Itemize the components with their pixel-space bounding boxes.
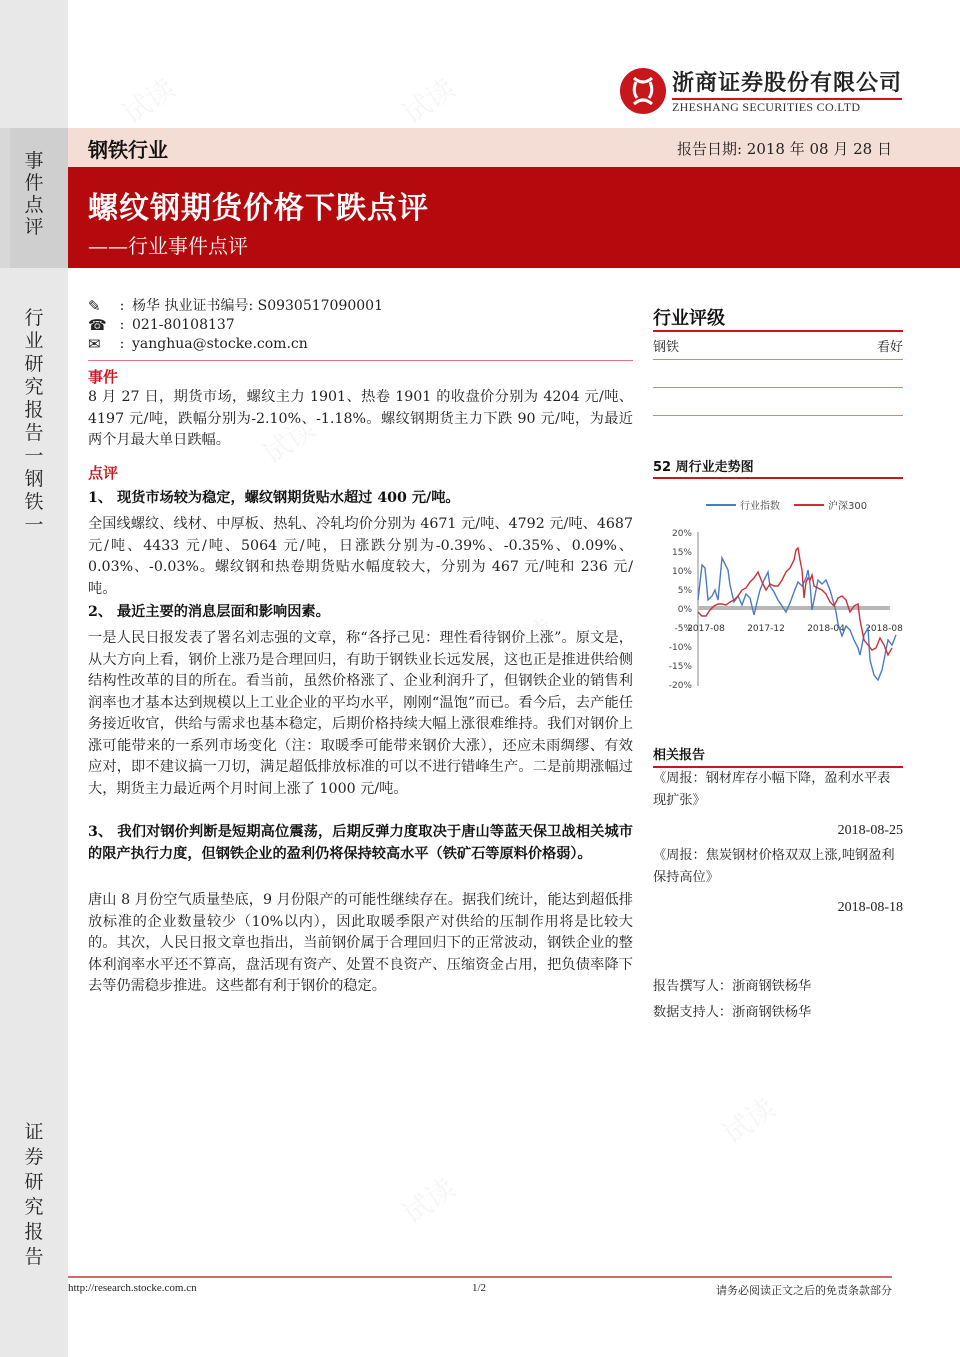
watermark: 试读 <box>116 71 182 131</box>
event-heading: 事件 <box>88 368 119 386</box>
email-address[interactable]: yanghua@stocke.com.cn <box>132 336 308 352</box>
rating-value: 看好 <box>876 340 903 355</box>
pencil-icon: ✎ <box>88 297 101 315</box>
related-report-date: 2018-08-25 <box>837 823 903 838</box>
svg-text:-15%: -15% <box>668 662 692 672</box>
sidebar-category-vertical-text: 行 业 研 究 报 告 一 钢 铁 一 <box>24 307 44 536</box>
legend-swatch-industry <box>706 504 736 506</box>
footer-divider <box>68 1276 892 1278</box>
point1-title: 1、 现货市场较为稳定，螺纹钢期货贴水超过 400 元/吨。 <box>88 490 460 506</box>
rating-rule <box>653 330 903 332</box>
company-name-cn: 浙商证券股份有限公司 <box>672 66 902 100</box>
related-report-title[interactable]: 《周报：焦炭钢材价格双双上涨,吨钢盈利保持高位》 <box>653 848 895 885</box>
industry-label: 钢铁行业 <box>88 138 168 162</box>
svg-text:20%: 20% <box>671 529 692 539</box>
contact-divider <box>88 360 633 361</box>
svg-text:-5%: -5% <box>674 624 692 634</box>
watermark: 试读 <box>396 1171 462 1231</box>
event-paragraph: 8 月 27 日，期货市场，螺纹主力 1901、热卷 1901 的收盘价分别为 4204 元/吨、4197 元/吨，跌幅分别为-2.10%、-1.18%。螺纹钢期货主力下跌 90 元/吨，为最近两个月最大单日跌幅。 <box>88 389 633 448</box>
svg-text:-20%: -20% <box>668 681 692 691</box>
report-title: 螺纹钢期货价格下跌点评 <box>88 191 429 226</box>
svg-text:2017-12: 2017-12 <box>747 624 785 634</box>
comment-heading: 点评 <box>88 464 119 482</box>
company-name-en: ZHESHANG SECURITIES CO.LTD <box>672 100 861 114</box>
chart-legend: 行业指数 沪深300 <box>706 497 867 512</box>
rating-industry: 钢铁 <box>653 340 680 355</box>
sidebar-tag-vertical-text: 事 件 点 评 <box>24 150 44 238</box>
svg-text:15%: 15% <box>671 548 692 558</box>
report-writer: 报告撰写人：浙商钢铁杨华 <box>653 979 812 994</box>
rating-rule-3 <box>653 387 903 388</box>
sidebar-bottom-vertical-text: 证 券 研 究 报 告 <box>24 1121 44 1268</box>
watermark: 试读 <box>176 891 242 951</box>
watermark: 试读 <box>496 611 562 671</box>
chart-heading-rule <box>653 477 903 479</box>
author-row: ✎ : 杨华 执业证书编号: S0930517090001 <box>88 297 384 315</box>
watermark: 试读 <box>256 411 322 471</box>
svg-text:2018-08: 2018-08 <box>865 624 903 634</box>
svg-text:10%: 10% <box>671 567 692 577</box>
watermark: 试读 <box>716 1091 782 1151</box>
svg-text:2017-08: 2017-08 <box>687 624 725 634</box>
author-info: 杨华 执业证书编号: S0930517090001 <box>132 298 384 314</box>
rating-rule-4 <box>653 415 903 416</box>
telephone-icon: ☎ <box>88 316 107 334</box>
point2-title: 2、 最近主要的消息层面和影响因素。 <box>88 604 330 620</box>
point1-paragraph: 全国线螺纹、线材、中厚板、热轧、冷轧均价分别为 4671 元/吨、4792 元/吨、4687 元/吨、4433 元/吨、5064 元/吨，日涨跌分别为-0.39%、-0.35%、0.09%、0.03%、-0.03%。螺纹钢和热卷期货贴水幅度较大，分别为 467 元/吨和 236 元/吨。 <box>88 516 633 597</box>
chart-heading: 52 周行业走势图 <box>653 460 754 475</box>
email-row: ✉ : yanghua@stocke.com.cn <box>88 335 308 353</box>
zheshang-logo-icon <box>620 68 666 114</box>
report-date: 报告日期: 2018 年 08 月 28 日 <box>676 140 892 158</box>
point3-paragraph: 唐山 8 月份空气质量垫底，9 月份限产的可能性继续存在。据我们统计，能达到超低排放标准的企业数量较少（10%以内），因此取暖季限产对供给的压制作用将是比较大的。其次，人民日报文章也指出，当前钢价属于合理回归下的正常波动，钢铁企业的整体利润率水平还不算高，盘活现有资产、处置不良资产、压缩资金占用，把负债率降下去等仍需稳步推进。这些都有利于钢价的稳定。 <box>88 892 633 994</box>
company-logo <box>620 66 902 115</box>
svg-text:2018-04: 2018-04 <box>807 624 845 634</box>
point3-title: 3、 我们对钢价判断是短期高位震荡，后期反弹力度取决于唐山等蓝天保卫战相关城市的限产执行力度，但钢铁企业的盈利仍将保持较高水平（铁矿石等原料价格弱）。 <box>88 824 633 862</box>
phone-row: ☎ : 021-80108137 <box>88 316 235 334</box>
page-number: 1/2 <box>472 1282 487 1294</box>
rating-heading: 行业评级 <box>653 308 725 329</box>
envelope-icon: ✉ <box>88 335 101 353</box>
related-report-2[interactable] <box>653 845 903 919</box>
phone-number: 021-80108137 <box>132 317 235 333</box>
trend-chart <box>660 520 910 695</box>
footer-url[interactable]: http://research.stocke.com.cn <box>68 1282 197 1294</box>
legend-swatch-hs300 <box>794 504 824 506</box>
rating-row <box>653 336 903 355</box>
svg-text:0%: 0% <box>677 605 692 615</box>
related-report-1[interactable] <box>653 768 903 842</box>
related-heading: 相关报告 <box>653 748 706 763</box>
related-report-title[interactable]: 《周报：钢材库存小幅下降，盈利水平表现扩张》 <box>653 771 891 808</box>
point2-paragraph: 一是人民日报发表了署名刘志强的文章，称“各抒己见：理性看待钢价上涨”。原文是，从大方向上看，钢价上涨乃是合理回归，有助于钢铁业长远发展，这也正是推进供给侧结构性改革的目的所在。看当前，虽然价格涨了、企业利润升了，但钢铁企业的销售利润率也才基本达到规模以上工业企业的平均水平，刚刚“温饱”而已。看今后，去产能任务接近收官，供给与需求也基本稳定，后期价格持续大幅上涨很难维持。我们对钢价上涨可能带来的一系列市场变化（注：取暖季可能带来钢价大涨），还应未雨绸缪、有效应对，即不建议搞一刀切，满足超低排放标准的可以不进行错峰生产。二是前期涨幅过大，期货主力最近两个月时间上涨了 1000 元/吨。 <box>88 630 633 797</box>
data-supporter: 数据支持人：浙商钢铁杨华 <box>653 1005 812 1020</box>
series-industry-line <box>698 558 896 680</box>
rating-rule-2 <box>653 359 903 360</box>
report-subtitle: ——行业事件点评 <box>88 234 248 258</box>
watermark: 试读 <box>396 71 462 131</box>
svg-text:-10%: -10% <box>668 643 692 653</box>
footer-disclaimer: 请务必阅读正文之后的免责条款部分 <box>716 1284 892 1297</box>
svg-text:5%: 5% <box>677 586 692 596</box>
related-report-date: 2018-08-18 <box>837 900 903 915</box>
